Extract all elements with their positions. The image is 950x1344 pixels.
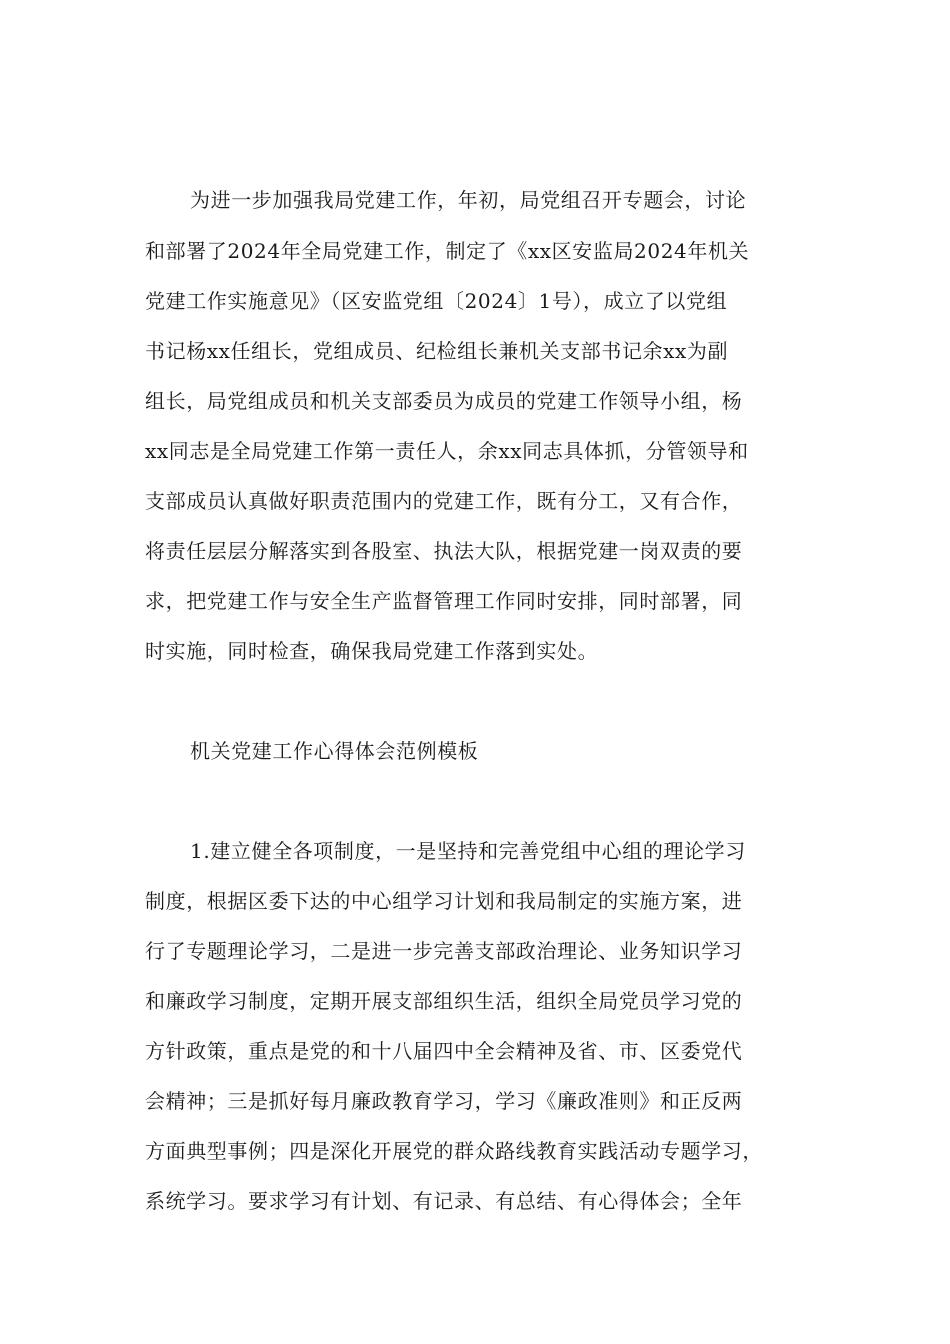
paragraph-line: 党建工作实施意见》（区安监党组〔2024〕1号），成立了以党组 <box>145 289 728 313</box>
paragraph-line: 书记杨xx任组长，党组成员、纪检组长兼机关支部书记余xx为副 <box>145 339 729 363</box>
paragraph-line: 1.建立健全各项制度，一是坚持和完善党组中心组的理论学习 <box>190 839 746 863</box>
paragraph-line: 会精神；三是抓好每月廉政教育学习，学习《廉政准则》和正反两 <box>145 1089 743 1113</box>
paragraph-line: xx同志是全局党建工作第一责任人，余xx同志具体抓，分管领导和 <box>145 439 749 463</box>
paragraph-line: 组长，局党组成员和机关支部委员为成员的党建工作领导小组，杨 <box>145 389 743 413</box>
paragraph-line: 和廉政学习制度，定期开展支部组织生活，组织全局党员学习党的 <box>145 989 743 1013</box>
paragraph-line: 和部署了2024年全局党建工作，制定了《xx区安监局2024年机关 <box>145 239 750 263</box>
section-heading: 机关党建工作心得体会范例模板 <box>190 739 479 763</box>
paragraph-line: 方针政策，重点是党的和十八届四中全会精神及省、市、区委党代 <box>145 1039 743 1063</box>
paragraph-line: 制度，根据区委下达的中心组学习计划和我局制定的实施方案，进 <box>145 889 743 913</box>
paragraph-line: 行了专题理论学习，二是进一步完善支部政治理论、业务知识学习 <box>145 939 743 963</box>
paragraph-line: 支部成员认真做好职责范围内的党建工作，既有分工，又有合作， <box>145 489 743 513</box>
paragraph-line: 为进一步加强我局党建工作，年初，局党组召开专题会，讨论 <box>190 188 747 212</box>
paragraph-line: 将责任层层分解落实到各股室、执法大队，根据党建一岗双责的要 <box>145 539 743 563</box>
paragraph-line: 方面典型事例；四是深化开展党的群众路线教育实践活动专题学习， <box>145 1139 763 1163</box>
paragraph-line: 系统学习。要求学习有计划、有记录、有总结、有心得体会；全年 <box>145 1189 743 1213</box>
paragraph-line: 时实施，同时检查，确保我局党建工作落到实处。 <box>145 639 599 663</box>
paragraph-line: 求，把党建工作与安全生产监督管理工作同时安排，同时部署，同 <box>145 589 743 613</box>
